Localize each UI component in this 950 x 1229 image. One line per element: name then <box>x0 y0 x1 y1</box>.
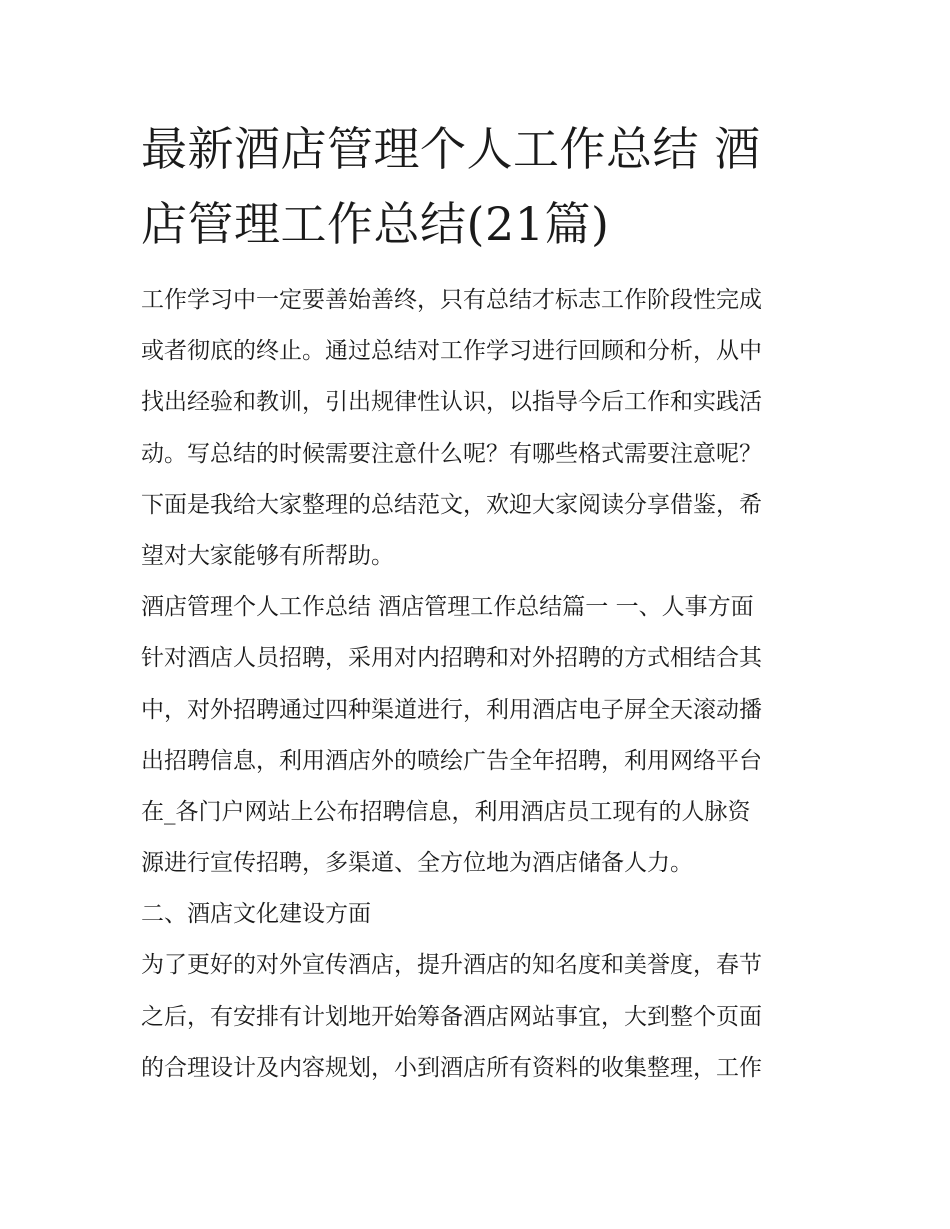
text-line: 的合理设计及内容规划，小到酒店所有资料的收集整理，工作 <box>141 1054 762 1081</box>
document-body <box>141 275 813 1094</box>
text-line: 或者彻底的终止。通过总结对工作学习进行回顾和分析，从中 <box>141 338 762 365</box>
text-line: 找出经验和教训，引出规律性认识，以指导今后工作和实践活 <box>141 389 762 416</box>
text-line: 望对大家能够有所帮助。 <box>141 542 394 569</box>
text-line: 出招聘信息，利用酒店外的喷绘广告全年招聘，利用网络平台 <box>141 747 762 774</box>
title-line: 最新酒店管理个人工作总结 酒 <box>141 122 761 176</box>
text-line: 源进行宣传招聘，多渠道、全方位地为酒店储备人力。 <box>141 850 693 877</box>
title-line: 店管理工作总结(21篇) <box>141 197 610 251</box>
text-line: 动。写总结的时候需要注意什么呢？有哪些格式需要注意呢？ <box>141 440 762 467</box>
text-line: 酒店管理个人工作总结 酒店管理工作总结篇一 一、人事方面 <box>141 594 754 621</box>
text-line: 针对酒店人员招聘，采用对内招聘和对外招聘的方式相结合其 <box>141 645 762 672</box>
text-line: 在_各门户网站上公布招聘信息，利用酒店员工现有的人脉资 <box>141 798 751 825</box>
text-line: 为了更好的对外宣传酒店，提升酒店的知名度和美誉度，春节 <box>141 952 762 979</box>
text-line: 中，对外招聘通过四种渠道进行，利用酒店电子屏全天滚动播 <box>141 696 762 723</box>
document-page <box>141 112 813 1094</box>
text-line: 二、酒店文化建设方面 <box>141 901 371 928</box>
document-title <box>141 112 813 262</box>
text-line: 下面是我给大家整理的总结范文，欢迎大家阅读分享借鉴，希 <box>141 491 762 518</box>
text-line: 之后，有安排有计划地开始筹备酒店网站事宜，大到整个页面 <box>141 1003 762 1030</box>
text-line: 工作学习中一定要善始善终，只有总结才标志工作阶段性完成 <box>141 287 762 313</box>
